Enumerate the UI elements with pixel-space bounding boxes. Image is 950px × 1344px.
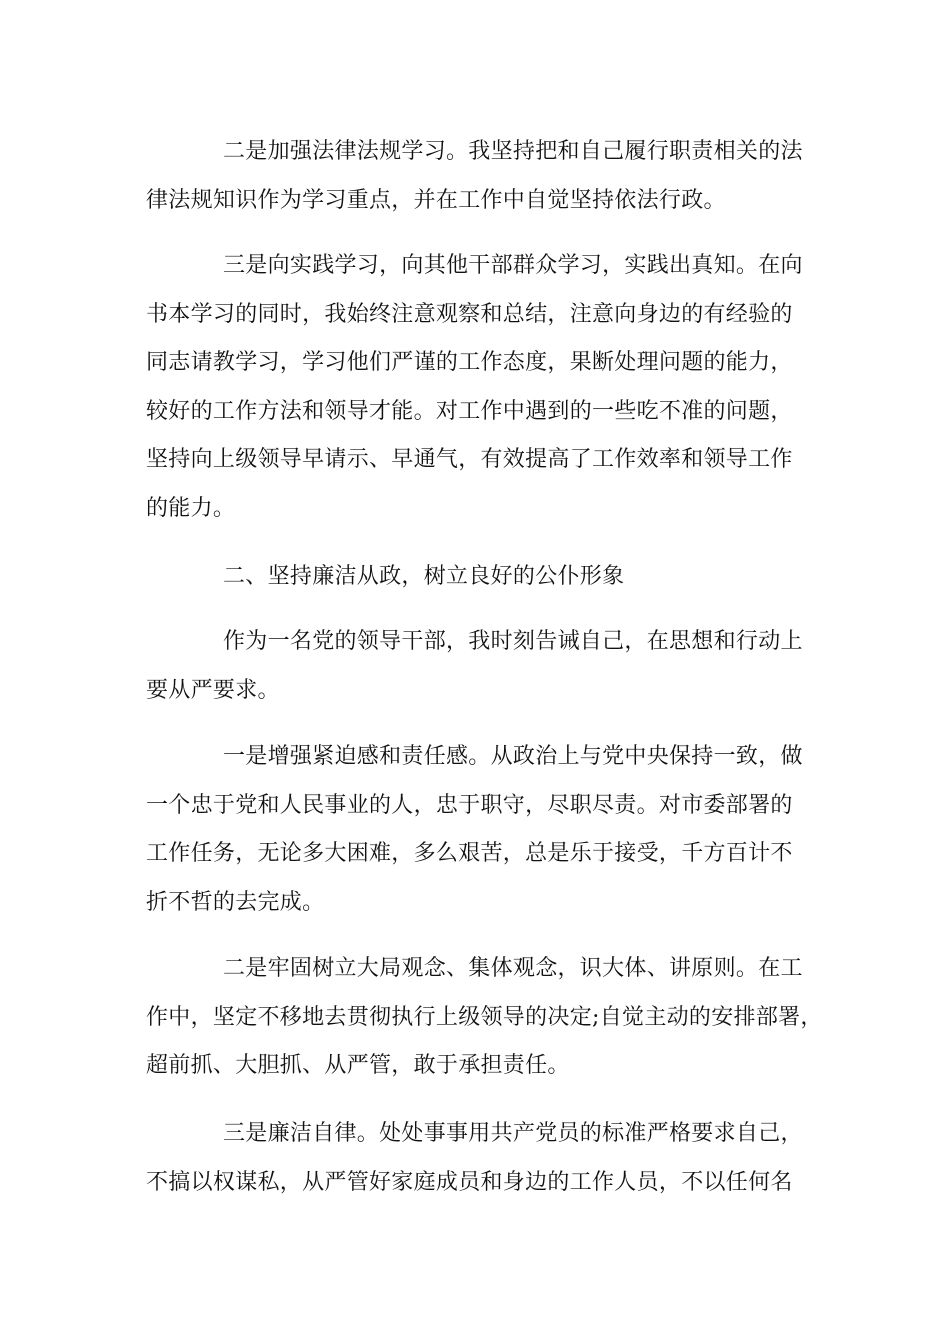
section-heading [146, 553, 806, 602]
text-line: 一是增强紧迫感和责任感。从政治上与党中央保持一致，做 [223, 744, 803, 769]
text-line: 超前抓、大胆抓、从严管，敢于承担责任。 [146, 1053, 570, 1078]
text-line: 同志请教学习，学习他们严谨的工作态度，果断处理问题的能力， [146, 350, 793, 375]
paragraph-leader-cadre [146, 618, 806, 715]
text-line: 工作任务，无论多大困难，多么艰苦，总是乐于接受，千方百计不 [146, 841, 793, 866]
text-line: 三是向实践学习，向其他干部群众学习，实践出真知。在向 [223, 253, 803, 278]
text-line: 要从严要求。 [146, 677, 280, 703]
text-line: 坚持向上级领导早请示、早通气，有效提高了工作效率和领导工作 [146, 447, 793, 472]
text-line: 三是廉洁自律。处处事事用共产党员的标准严格要求自己， [223, 1121, 803, 1146]
text-line: 折不哲的去完成。 [146, 889, 325, 915]
paragraph-overall-view [146, 945, 823, 1091]
paragraph-self-discipline [146, 1110, 806, 1207]
text-line: 二是加强法律法规学习。我坚持把和自己履行职责相关的法 [223, 139, 803, 164]
text-line: 二、坚持廉洁从政，树立良好的公仆形象 [223, 564, 625, 589]
text-line: 不搞以权谋私，从严管好家庭成员和身边的工作人员，不以任何名 [146, 1169, 793, 1195]
text-line: 二是牢固树立大局观念、集体观念，识大体、讲原则。在工 [223, 956, 803, 981]
text-line: 书本学习的同时，我始终注意观察和总结，注意向身边的有经验的 [146, 301, 793, 327]
text-line: 的能力。 [146, 495, 236, 521]
text-line: 律法规知识作为学习重点，并在工作中自觉坚持依法行政。 [146, 187, 726, 213]
text-line: 一个忠于党和人民事业的人，忠于职守，尽职尽责。对市委部署的 [146, 792, 793, 818]
paragraph-practice-study [146, 242, 806, 533]
text-line: 较好的工作方法和领导才能。对工作中遇到的一些吃不准的问题， [146, 398, 793, 424]
text-line: 作中，坚定不移地去贯彻执行上级领导的决定;自觉主动的安排部署， [146, 1004, 823, 1030]
paragraph-urgency [146, 733, 806, 927]
paragraph-law-study [146, 128, 806, 225]
text-line: 作为一名党的领导干部，我时刻告诫自己，在思想和行动上 [223, 629, 803, 654]
